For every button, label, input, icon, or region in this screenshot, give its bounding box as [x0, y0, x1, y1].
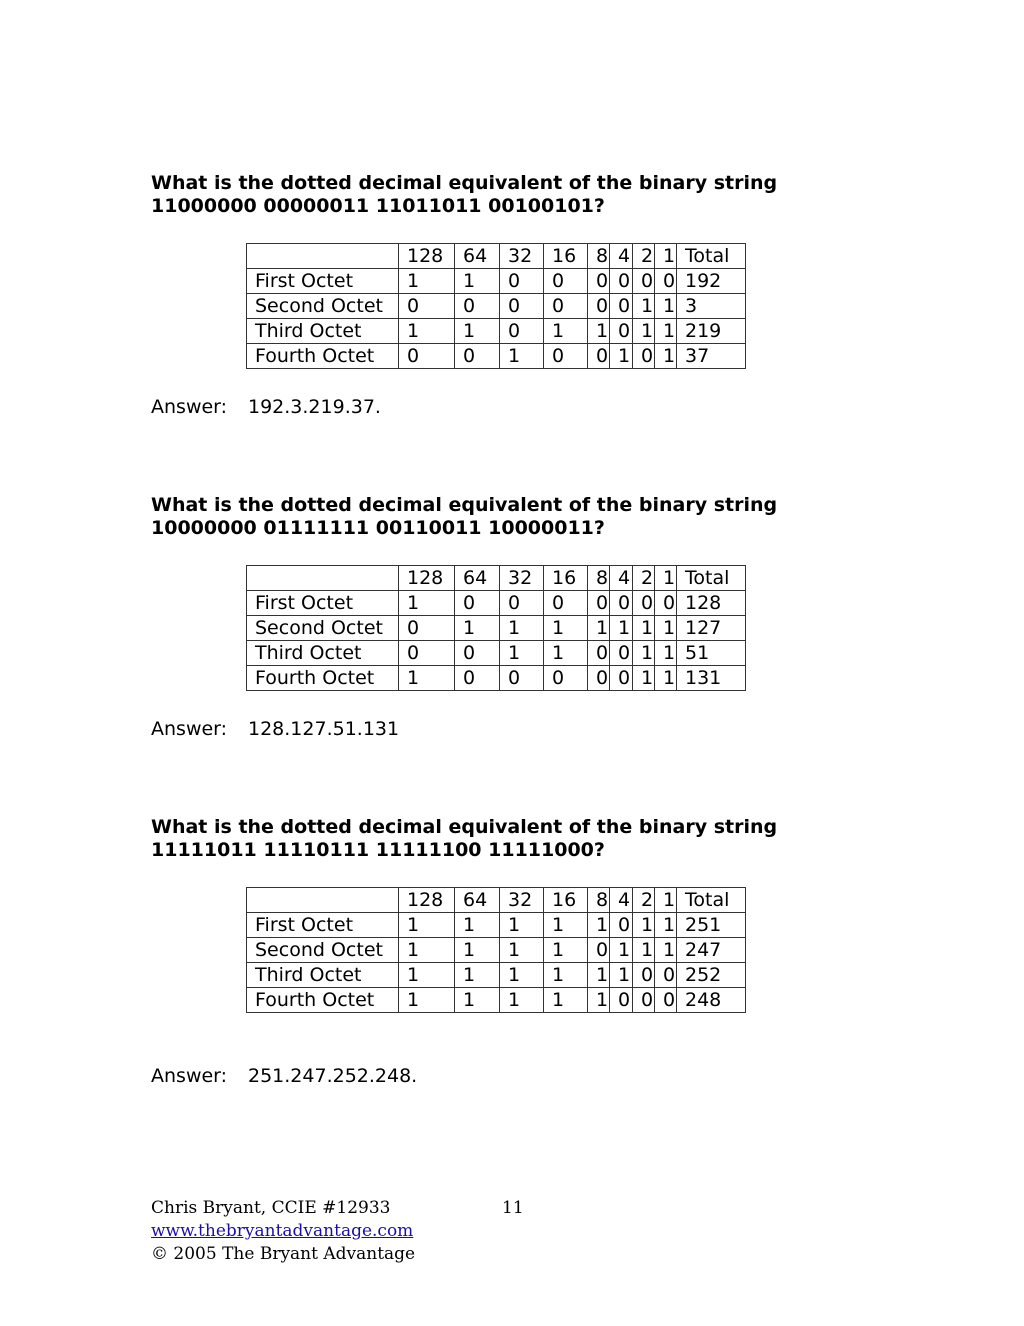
question-2	[151, 494, 871, 540]
header-cell: 32	[500, 566, 544, 591]
bit-cell: 1	[588, 319, 610, 344]
header-cell: 2	[633, 888, 655, 913]
total-cell: 127	[677, 616, 746, 641]
bit-cell: 1	[633, 666, 655, 691]
bit-cell: 0	[610, 269, 633, 294]
bit-cell: 0	[610, 294, 633, 319]
question-1-line-2: 11000000 00000011 11011011 00100101?	[151, 195, 605, 217]
bit-cell: 1	[655, 319, 677, 344]
question-2-line-2: 10000000 01111111 00110011 10000011?	[151, 517, 605, 539]
table-header-row	[247, 244, 746, 269]
answer-2	[151, 718, 399, 741]
bit-cell: 1	[655, 294, 677, 319]
header-cell: 8	[588, 244, 610, 269]
bit-cell: 1	[399, 913, 455, 938]
header-cell	[247, 888, 399, 913]
bit-cell: 0	[633, 988, 655, 1013]
bit-cell: 1	[633, 641, 655, 666]
header-cell: 8	[588, 888, 610, 913]
bit-cell: 1	[399, 319, 455, 344]
bit-cell: 0	[633, 591, 655, 616]
bit-cell: 1	[633, 938, 655, 963]
table-row	[247, 616, 746, 641]
bit-cell: 1	[633, 319, 655, 344]
row-label: First Octet	[247, 591, 399, 616]
footer-copyright: © 2005 The Bryant Advantage	[151, 1244, 416, 1264]
bit-cell: 0	[588, 344, 610, 369]
page-number: 11	[502, 1198, 524, 1218]
header-cell: 128	[399, 566, 455, 591]
header-cell	[247, 566, 399, 591]
bit-cell: 0	[655, 269, 677, 294]
bit-cell: 1	[655, 938, 677, 963]
bit-cell: 1	[610, 963, 633, 988]
total-cell: 252	[677, 963, 746, 988]
answer-value: 128.127.51.131	[248, 718, 400, 740]
bit-cell: 0	[544, 666, 588, 691]
bit-cell: 0	[633, 963, 655, 988]
bit-cell: 1	[655, 344, 677, 369]
bit-cell: 1	[455, 913, 500, 938]
bit-cell: 1	[588, 988, 610, 1013]
bit-cell: 1	[544, 938, 588, 963]
bit-cell: 1	[544, 641, 588, 666]
bit-cell: 1	[588, 616, 610, 641]
bit-cell: 1	[399, 988, 455, 1013]
row-label: First Octet	[247, 269, 399, 294]
bit-cell: 1	[500, 963, 544, 988]
table-row	[247, 591, 746, 616]
bit-cell: 0	[588, 269, 610, 294]
conversion-table-3	[246, 887, 746, 1013]
total-cell: 192	[677, 269, 746, 294]
row-label: Second Octet	[247, 294, 399, 319]
header-cell: 1	[655, 888, 677, 913]
bit-cell: 0	[544, 591, 588, 616]
bit-cell: 1	[500, 913, 544, 938]
bit-cell: 0	[544, 344, 588, 369]
header-cell: 1	[655, 244, 677, 269]
bit-cell: 1	[455, 963, 500, 988]
table-row	[247, 269, 746, 294]
bit-cell: 1	[399, 269, 455, 294]
bit-cell: 1	[610, 616, 633, 641]
header-cell: 16	[544, 888, 588, 913]
bit-cell: 1	[544, 616, 588, 641]
bit-cell: 1	[455, 616, 500, 641]
row-label: Second Octet	[247, 616, 399, 641]
bit-cell: 1	[544, 988, 588, 1013]
total-cell: 247	[677, 938, 746, 963]
bit-cell: 1	[399, 666, 455, 691]
table-row	[247, 988, 746, 1013]
question-1	[151, 172, 871, 218]
bit-cell: 1	[633, 294, 655, 319]
answer-label: Answer:	[151, 1065, 228, 1087]
total-cell: 128	[677, 591, 746, 616]
bit-cell: 1	[633, 616, 655, 641]
bit-cell: 0	[610, 641, 633, 666]
table-row	[247, 319, 746, 344]
row-label: Third Octet	[247, 319, 399, 344]
bit-cell: 0	[544, 269, 588, 294]
bit-cell: 1	[610, 938, 633, 963]
bit-cell: 0	[588, 641, 610, 666]
footer	[151, 1197, 415, 1266]
bit-cell: 0	[610, 988, 633, 1013]
header-cell: 32	[500, 244, 544, 269]
header-cell: Total	[677, 244, 746, 269]
bit-cell: 1	[633, 913, 655, 938]
bit-cell: 1	[500, 616, 544, 641]
total-cell: 37	[677, 344, 746, 369]
total-cell: 51	[677, 641, 746, 666]
header-cell: 1	[655, 566, 677, 591]
table-row	[247, 963, 746, 988]
bit-cell: 0	[399, 641, 455, 666]
conversion-table-1	[246, 243, 746, 369]
answer-1	[151, 396, 381, 419]
question-2-line-1: What is the dotted decimal equivalent of the binary string	[151, 494, 778, 516]
row-label: Third Octet	[247, 963, 399, 988]
question-1-line-1: What is the dotted decimal equivalent of the binary string	[151, 172, 778, 194]
bit-cell: 0	[455, 344, 500, 369]
bit-cell: 0	[455, 666, 500, 691]
bit-cell: 0	[500, 319, 544, 344]
header-cell: 4	[610, 244, 633, 269]
answer-3	[151, 1065, 417, 1088]
table-header-row	[247, 566, 746, 591]
bit-cell: 1	[399, 963, 455, 988]
bit-cell: 0	[500, 294, 544, 319]
header-cell: 2	[633, 566, 655, 591]
bit-cell: 1	[399, 591, 455, 616]
bit-cell: 0	[655, 591, 677, 616]
header-cell: Total	[677, 888, 746, 913]
header-cell: 8	[588, 566, 610, 591]
bit-cell: 0	[610, 591, 633, 616]
header-cell: 16	[544, 566, 588, 591]
bit-cell: 1	[655, 913, 677, 938]
bit-cell: 1	[399, 938, 455, 963]
footer-author: Chris Bryant, CCIE #12933	[151, 1198, 391, 1218]
bit-cell: 0	[455, 294, 500, 319]
header-cell	[247, 244, 399, 269]
total-cell: 131	[677, 666, 746, 691]
bit-cell: 1	[655, 666, 677, 691]
table-row	[247, 641, 746, 666]
conversion-table-2	[246, 565, 746, 691]
table-row	[247, 666, 746, 691]
row-label: Fourth Octet	[247, 344, 399, 369]
bit-cell: 0	[399, 344, 455, 369]
bit-cell: 0	[455, 641, 500, 666]
row-label: Fourth Octet	[247, 666, 399, 691]
bit-cell: 1	[588, 913, 610, 938]
bit-cell: 1	[544, 319, 588, 344]
header-cell: 64	[455, 244, 500, 269]
bit-cell: 1	[500, 988, 544, 1013]
table-header-row	[247, 888, 746, 913]
row-label: Second Octet	[247, 938, 399, 963]
bit-cell: 0	[588, 666, 610, 691]
bit-cell: 0	[588, 938, 610, 963]
row-label: First Octet	[247, 913, 399, 938]
bit-cell: 0	[544, 294, 588, 319]
question-3	[151, 816, 871, 862]
bit-cell: 1	[500, 641, 544, 666]
bit-cell: 1	[455, 269, 500, 294]
answer-value: 192.3.219.37.	[248, 396, 381, 418]
total-cell: 248	[677, 988, 746, 1013]
footer-website-link[interactable]: www.thebryantadvantage.com	[151, 1221, 414, 1241]
header-cell: 2	[633, 244, 655, 269]
bit-cell: 0	[610, 666, 633, 691]
row-label: Third Octet	[247, 641, 399, 666]
header-cell: 64	[455, 888, 500, 913]
header-cell: 128	[399, 888, 455, 913]
table-row	[247, 913, 746, 938]
bit-cell: 0	[588, 294, 610, 319]
total-cell: 251	[677, 913, 746, 938]
bit-cell: 0	[500, 666, 544, 691]
header-cell: 4	[610, 888, 633, 913]
bit-cell: 0	[455, 591, 500, 616]
bit-cell: 0	[633, 269, 655, 294]
bit-cell: 1	[655, 641, 677, 666]
header-cell: 128	[399, 244, 455, 269]
bit-cell: 1	[455, 988, 500, 1013]
header-cell: 64	[455, 566, 500, 591]
bit-cell: 1	[655, 616, 677, 641]
total-cell: 219	[677, 319, 746, 344]
bit-cell: 0	[655, 963, 677, 988]
header-cell: 16	[544, 244, 588, 269]
table-row	[247, 938, 746, 963]
total-cell: 3	[677, 294, 746, 319]
bit-cell: 0	[399, 616, 455, 641]
bit-cell: 1	[544, 913, 588, 938]
answer-label: Answer:	[151, 718, 228, 740]
bit-cell: 1	[455, 319, 500, 344]
bit-cell: 1	[544, 963, 588, 988]
bit-cell: 0	[500, 269, 544, 294]
bit-cell: 0	[655, 988, 677, 1013]
question-3-line-2: 11111011 11110111 11111100 11111000?	[151, 839, 605, 861]
answer-label: Answer:	[151, 396, 228, 418]
header-cell: Total	[677, 566, 746, 591]
table-row	[247, 294, 746, 319]
bit-cell: 0	[610, 913, 633, 938]
bit-cell: 0	[610, 319, 633, 344]
bit-cell: 0	[399, 294, 455, 319]
bit-cell: 0	[588, 591, 610, 616]
bit-cell: 1	[455, 938, 500, 963]
bit-cell: 1	[610, 344, 633, 369]
bit-cell: 1	[588, 963, 610, 988]
bit-cell: 1	[500, 938, 544, 963]
header-cell: 32	[500, 888, 544, 913]
header-cell: 4	[610, 566, 633, 591]
bit-cell: 1	[500, 344, 544, 369]
question-3-line-1: What is the dotted decimal equivalent of the binary string	[151, 816, 778, 838]
row-label: Fourth Octet	[247, 988, 399, 1013]
bit-cell: 0	[633, 344, 655, 369]
answer-value: 251.247.252.248.	[248, 1065, 418, 1087]
bit-cell: 0	[500, 591, 544, 616]
table-row	[247, 344, 746, 369]
